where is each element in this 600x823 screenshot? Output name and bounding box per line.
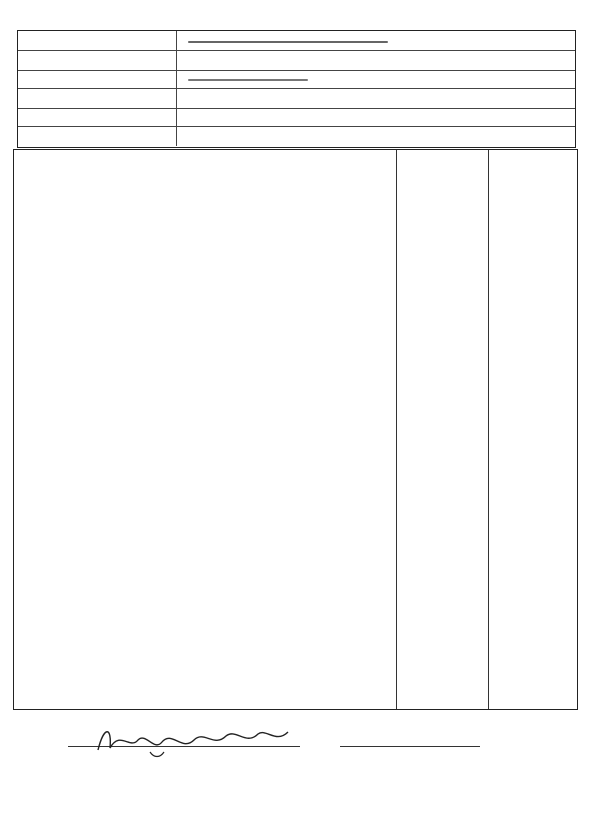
applicant-info-table: [17, 30, 576, 148]
survey-table: [13, 149, 578, 710]
email-fax-row: [18, 127, 575, 146]
name-redaction: [188, 41, 388, 43]
handwritten-signature: [90, 722, 310, 762]
name-row: [18, 31, 575, 51]
contract-type-row: [18, 89, 575, 109]
branch-row: [18, 109, 575, 127]
client-id-row: [18, 71, 575, 89]
signature-section: [10, 722, 600, 762]
co-applicant-row: [18, 51, 575, 71]
date-line: [340, 746, 480, 747]
client-id-redaction: [188, 79, 308, 81]
